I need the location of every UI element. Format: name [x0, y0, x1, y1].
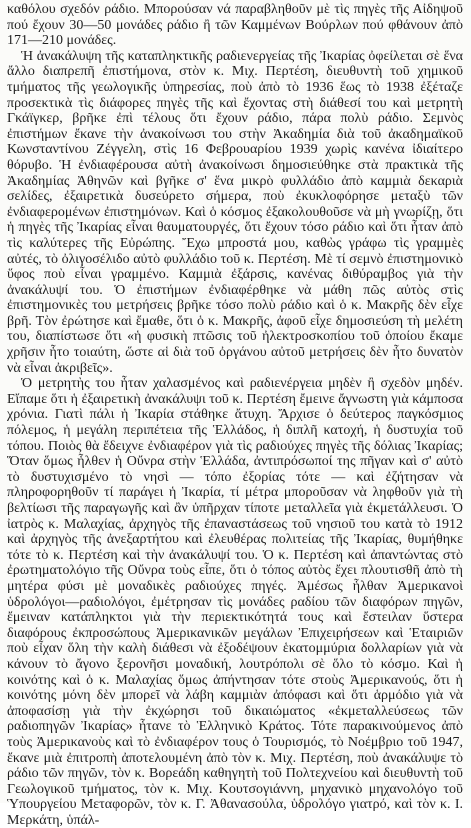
paragraph-continuation: καθόλου σχεδόν ράδιο. Μπορούσαν νά παραβληθοῦν μὲ τὶς πηγὲς τῆς Αἰδηψοῦ πού ἔχουν 30—50 μονάδες ράδιο ἢ τῶν Καμμένων Βούρλων πού φθάνουν ἀπὸ 171—210 μονάδες.: [7, 2, 463, 49]
paragraph-aftermath: Ὁ μετρητὴς του ἦταν χαλασμένος καὶ ραδιενέργεια μηδὲν ἢ σχεδὸν μηδέν. Εἴπαμε ὅτι ἡ ἐξαιρετικὴ ἀνακάλυψι τοῦ κ. Περτέση ἔμεινε ἄγνωστη γιὰ κάμποσα χρόνια. Γιατὶ πάλι ἡ Ἰκαρία στάθηκε ἄτυχη. Ἄρχισε ὁ δεύτερος παγκόσμιος πόλεμος, ἡ μεγάλη περιπέτεια τῆς Ἑλλάδος, ἡ διπλῆ κατοχή, ἡ δυστυχία τοῦ τόπου. Ποιὸς θὰ ἔδειχνε ἐνδιαφέρον γιὰ τὶς ραδιούχες πηγὲς τῆς δόλιας Ἰκαρίας; Ὅταν ὅμως ἦλθεν ἡ Οὔνρα στὴν Ἑλλάδα, ἀντιπρόσωποί της πῆγαν καὶ σ' αὐτὸ τὸ δυστυχισμένο τὸ νησὶ — τόπο ἐξορίας τότε — καὶ ἐζήτησαν νὰ πληροφορηθοῦν τί παράγει ἡ Ἰκαρία, τί μέτρα μποροῦσαν νὰ ληφθοῦν γιὰ τὴ βελτίωσι τῆς παραγωγῆς καὶ ἂν ὑπῆρχαν τίποτε μεταλλεῖα γιὰ ἐκμετάλλευσι. Ὁ ἰατρὸς κ. Μαλαχίας, ἀρχηγὸς τῆς ἐπαναστάσεως τοῦ νησιοῦ του κατὰ τὸ 1912 καὶ ἀρχηγὸς τῆς ἀνεξαρτήτου καὶ ἐλευθέρας πολιτείας τῆς Ἰκαρίας, θυμήθηκε τότε τὸ κ. Περτέση καὶ τὴν ἀνακάλυψί του. Ὁ κ. Περτέση καὶ ἀπαντώντας στὸ ἐρωτηματολόγιο τῆς Οὔνρα τοὺς εἶπε, ὅτι ὁ τόπος αὐτὸς ἔχει πλουτισθῆ ἀπὸ τὴ μητέρα φύσι μὲ μοναδικὲς ραδιούχες πηγές. Ἀμέσως ἦλθαν Ἀμερικανοὶ ὑδρολόγοι—ραδιολόγοι, ἐμέτρησαν τὶς μονάδες ραδίου τῶν διαφόρων πηγῶν, ἔμειναν κατάπληκτοι γιὰ τὴν περιεκτικότητά τους καὶ ἔστειλαν ὕστερα διαφόρους ἐκπροσώπους Ἀμερικανικῶν μεγάλων Ἐπιχειρήσεων καὶ Ἑταιριῶν ποὺ εἶχαν ὅλη τὴν καλὴ διάθεσι νὰ ἐξοδέψουν ἑκατομμύρια δολλαρίων γιὰ νὰ κάνουν τὸ ἄγονο ξερονῆσι μοναδική, λουτρόπολι σὲ ὅλο τὸ κόσμο. Καὶ ἡ κοινότης καὶ ὁ κ. Μαλαχίας ὅμως ἀπήντησαν τότε στοὺς Ἀμερικανούς, ὅτι ἡ κοινότης μόνη δὲν μπορεῖ νὰ λάβη καμμιὰν ἀπόφασι καὶ ὅτι ἁρμόδιο γιὰ νὰ ἀποφασίσῃ γιὰ τὴν ἐκχώρησι τοῦ δικαιώματος «ἐκμεταλλεύσεως τῶν ραδιοπηγῶν Ἰκαρίας» ἦτανε τὸ Ἑλληνικὸ Κράτος. Τότε παρακινούμενος ἀπὸ τοὺς Ἀμερικανοὺς καὶ τὸ ἐνδιαφέρον τους ὁ Τουρισμός, τὸ Νοέμβριο τοῦ 1947, ἔκανε μιὰ ἐπιτροπὴ ἀποτελουμένη ἀπὸ τὸν κ. Μιχ. Περτέση, ποὺ ἀνακάλυψε τὸ ράδιο τῶν πηγῶν, τὸν κ. Βορεάδη καθηγητὴ τοῦ Πολτεχνείου καὶ διευθυντὴ τοῦ Γεωλογικοῦ τμήματος, τὸν κ. Μιχ. Κουτσογιάννη, μηχανικὸ μηχανολόγο τοῦ Ὑπουργείου Μεταφορῶν, τὸν κ. Γ. Ἀθανασούλα, ὑδρολόγο γιατρό, καὶ τὸν κ. Ι. Μερκάτη, ὑπάλ-: [7, 376, 463, 828]
article-body: [7, 2, 463, 828]
paragraph-discovery: Ἡ ἀνακάλυψη τῆς καταπληκτικῆς ραδιενεργείας τῆς Ἰκαρίας ὀφείλεται σὲ ἕνα ἄλλο διαπρεπῆ ἐπιστήμονα, στὸν κ. Μιχ. Περτέση, διευθυντὴ τοῦ χημικοῦ τμήματος τῆς γεωλογικῆς ὑπηρεσίας, ποὺ ἀπὸ τὸ 1936 ἕως τὸ 1938 ἐξέταζε προσεκτικὰ τὶς διάφορες πηγὲς τῆς καὶ ἔχοντας στὴ διάθεσί του καὶ μετρητὴ Γκάϊγκερ, βρῆκε ἐπὶ τέλους ὅτι ἔχουν ράδιο, πάρα πολὺ ράδιο. Σεμνὸς ἐπιστήμων ἔκανε τὴν ἀνακοίνωσι του στὴν Ἀκαδημία διὰ τοῦ ἀκαδημαϊκοῦ Κωνσταντίνου Ζέγγελη, στὶς 16 Φεβρουαρίου 1939 χωρὶς κανένα ἰδιαίτερο θόρυβο. Ἡ ἐνδιαφέρουσα αὐτὴ ἀνακοίνωσι δημοσιεύθηκε στὰ πρακτικὰ τῆς Ἀκαδημίας Ἀθηνῶν καὶ βγῆκε σ' ἕνα μικρὸ φυλλάδιο ἀπὸ καμμιὰ δεκαριὰ σελίδες, ἐξαιρετικὰ δυσεύρετο σήμερα, ποὺ ἐκυκλοφόρησε μεταξὺ τῶν ἐνδιαφερομένων ἐπιστημόνων. Καὶ ὁ κόσμος ἐξακολουθοῦσε νὰ μὴ γνωρίζῃ, ὅτι ἡ πηγὲς τῆς Ἰκαρίας εἶναι θαυματουργές, ὅτι ἔχουν τόσο ράδιο καὶ ὅτι ἦταν ἀπὸ τὶς καλύτερες τῆς Εὐρώπης. Ἔχω μπροστά μου, καθὼς γράφω τὶς γραμμὲς αὐτές, τὸ ὀλιγοσέλιδο αὐτὸ φυλλάδιο τοῦ κ. Περτέση. Μὲ τί σεμνὸ ἐπιστημονικὸ ὕφος ποὺ εἶναι γραμμένο. Καμμιὰ ἐξάρσις, κανένας διθύραμβος γιὰ τὴν ἀνακάλυψί του. Ὁ ἐπιστήμων ἐνδιαφέρθηκε νὰ μάθη πῶς αὐτὸς στὶς ἐπιστημονικὲς του μετρήσεις βρῆκε τόσο πολὺ ράδιο καὶ ὁ κ. Μακρῆς δὲν εἶχε βρῆ. Τὸν ἐρώτησε καὶ ἔμαθε, ὅτι ὁ κ. Μακρῆς, ἀφοῦ εἶχε δημοσιεύση τὴ μελέτη του, διαπίστωσε ὅτι «ἡ φυσικὴ πτῶσις τοῦ ἠλεκτροσκοπίου τοῦ ὁποίου ἔκαμε χρῆσιν ἦτο τοιαύτη, ὥστε αἱ διὰ τοῦ ὀργάνου αὐτοῦ μετρήσεις δὲν ἦτο δυνατὸν νὰ εἶναι ἀκριβεῖς».: [7, 48, 463, 376]
